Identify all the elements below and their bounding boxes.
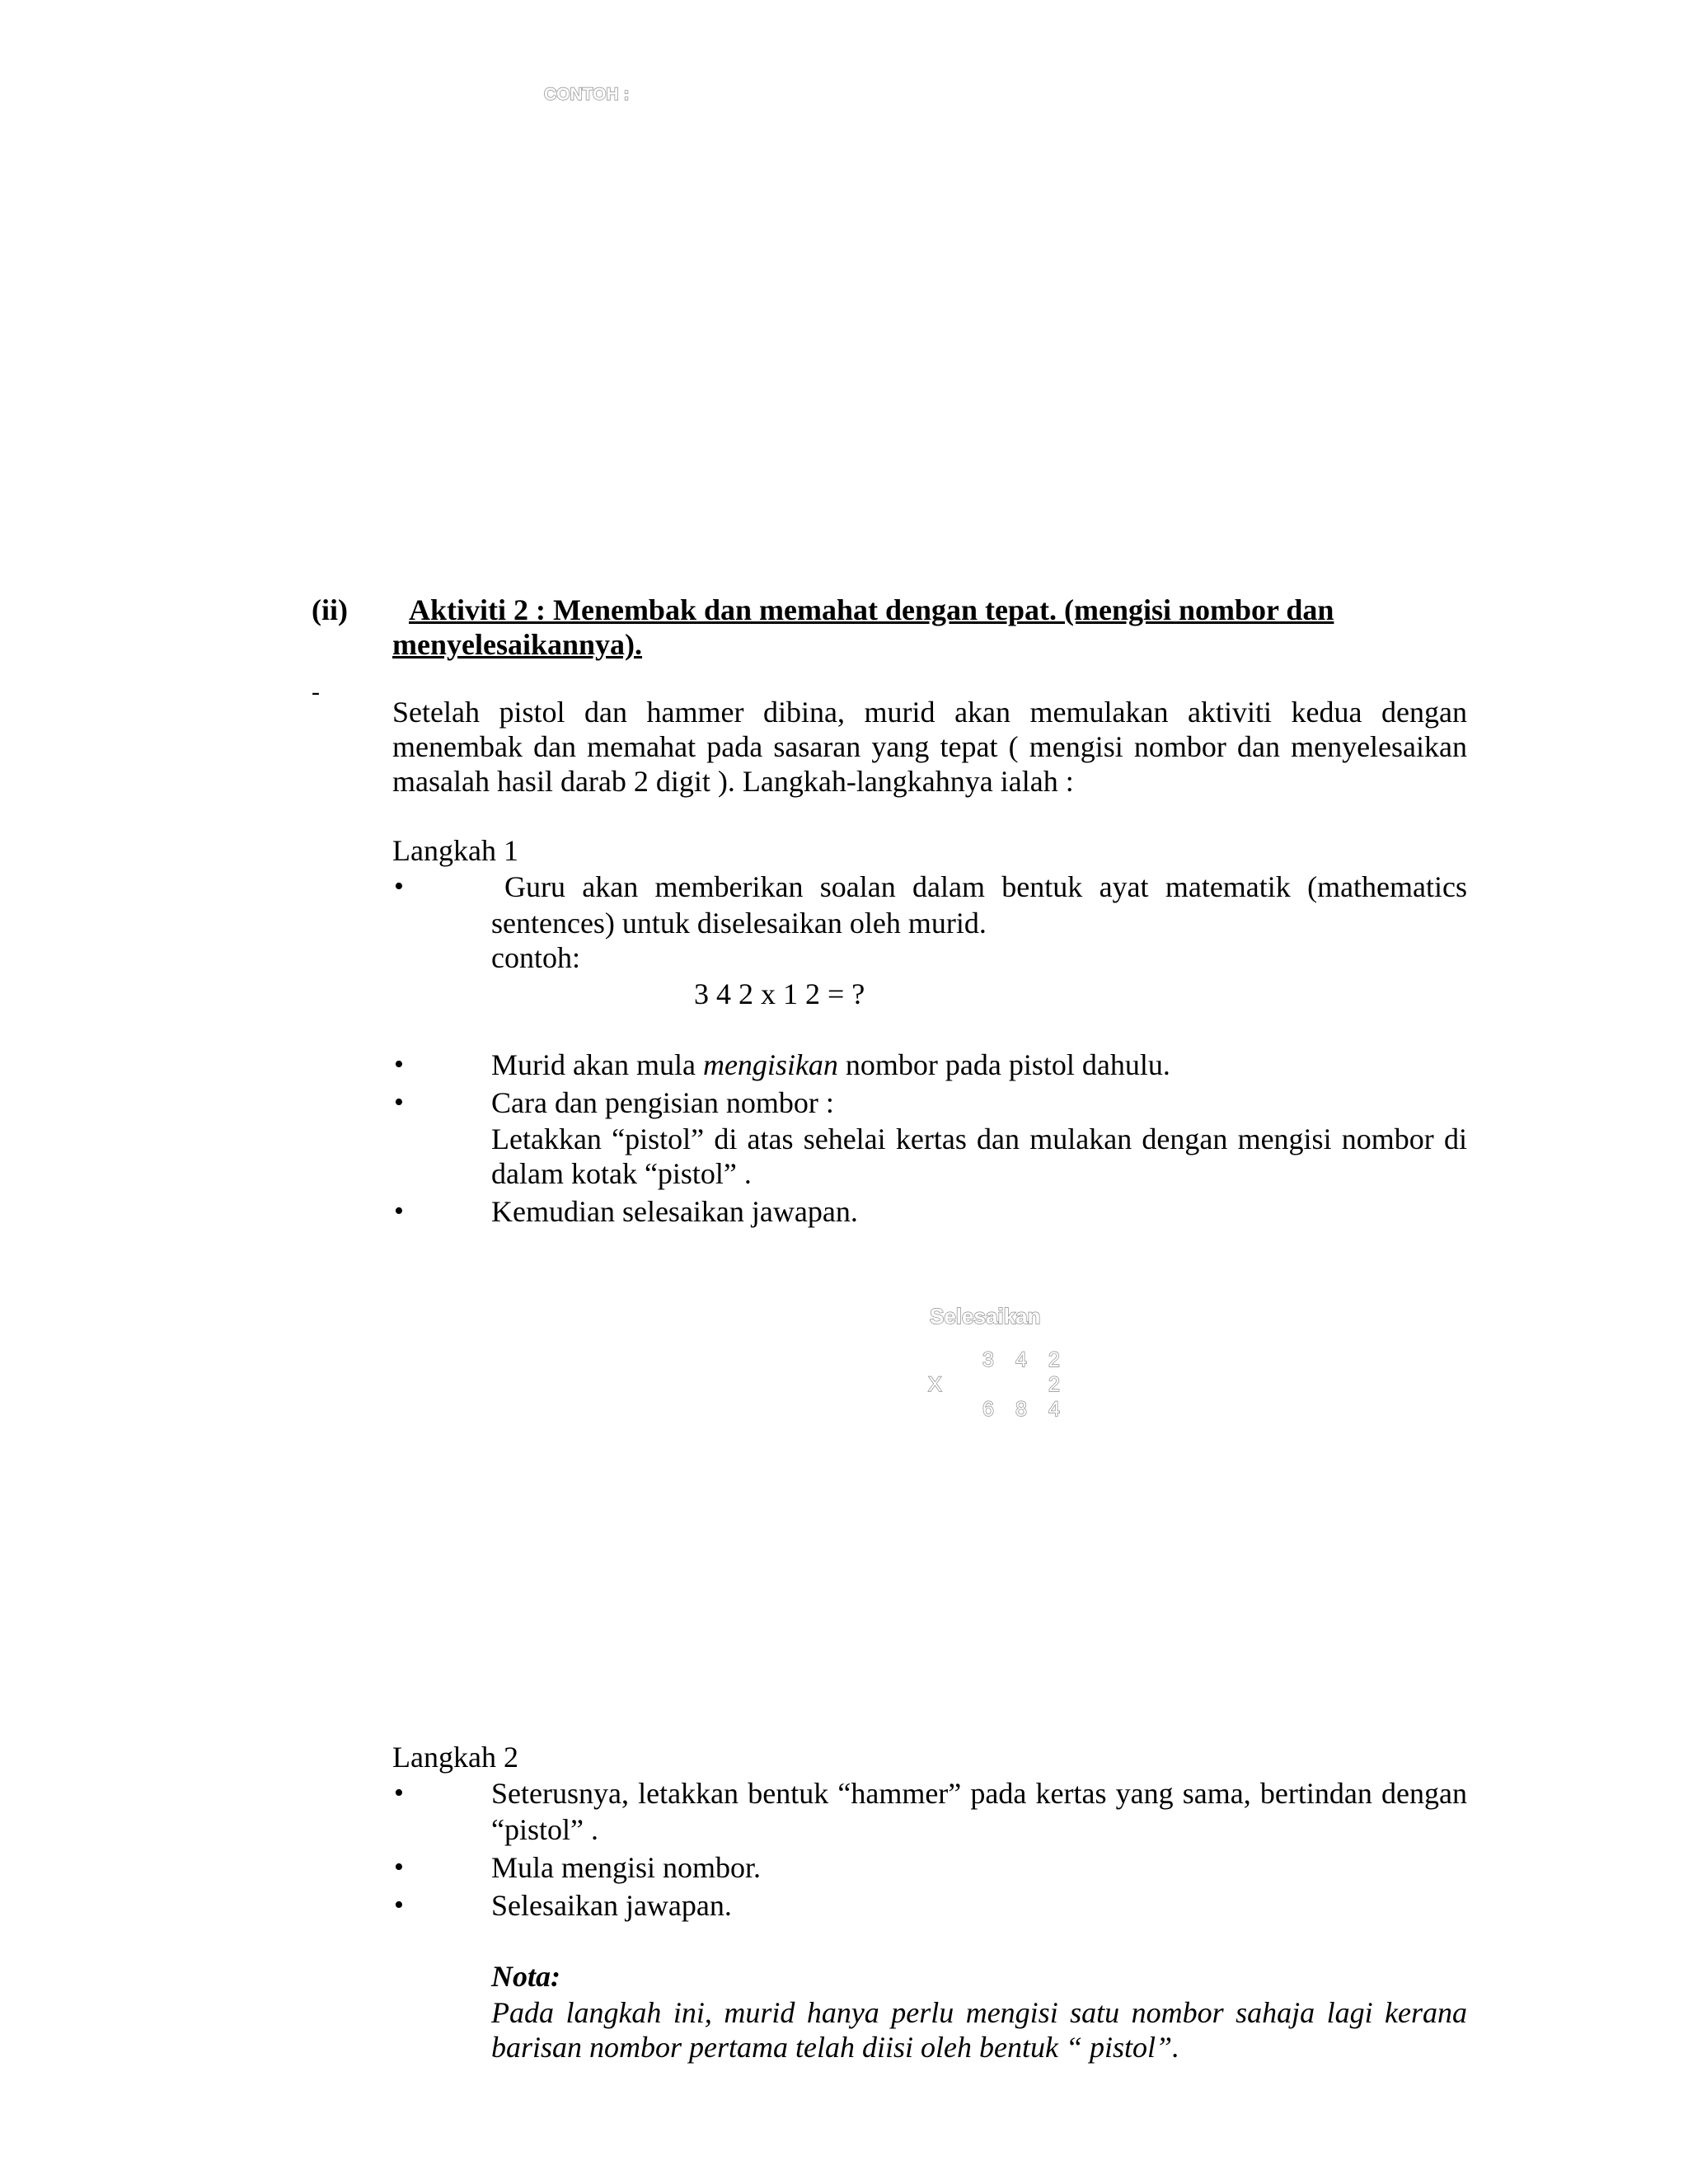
bullet-icon: • — [394, 1852, 404, 1882]
example-label: contoh: — [491, 941, 580, 974]
step1-item2-before: Murid akan mula — [491, 1048, 703, 1081]
bullet-icon: • — [394, 1778, 404, 1808]
note-line-1: Pada langkah ini, murid hanya perlu mengisi satu nombor sahaja lagi kerana — [491, 1996, 1467, 2029]
intro-line-2: menembak dan memahat pada sasaran yang tepat ( mengisi nombor dan menyelesaikan — [392, 730, 1467, 763]
step1-item2-after: nombor pada pistol dahulu. — [837, 1048, 1170, 1081]
bullet-icon: • — [394, 1196, 404, 1226]
step2-item1-line2: “pistol” . — [491, 1813, 598, 1846]
note-line-2: barisan nombor pertama telah diisi oleh bentuk “ pistol”. — [491, 2031, 1180, 2064]
figure-row2-digit: 2 — [1048, 1373, 1060, 1396]
step1-item4: Kemudian selesaikan jawapan. — [491, 1195, 858, 1228]
step2-item2: Mula mengisi nombor. — [491, 1851, 761, 1884]
figure-label: Selesaikan — [930, 1304, 1041, 1329]
step1-item3-sub-line1: Letakkan “pistol” di atas sehelai kertas dan mulakan dengan mengisi nombor di — [491, 1122, 1467, 1155]
step1-item3-sub-line2: dalam kotak “pistol” . — [491, 1157, 752, 1190]
figure-row1-digit: 4 — [1015, 1348, 1027, 1371]
step1-title: Langkah 1 — [392, 834, 518, 867]
bullet-icon: • — [394, 1890, 404, 1920]
figure-row1-digit: 2 — [1048, 1348, 1060, 1371]
top-label: CONTOH : — [544, 85, 630, 104]
intro-line-1: Setelah pistol dan hammer dibina, murid akan memulakan aktiviti kedua dengan — [392, 696, 1467, 729]
bullet-icon: • — [394, 1087, 404, 1118]
figure-row3-digit: 4 — [1048, 1398, 1060, 1421]
step2-title: Langkah 2 — [392, 1741, 518, 1774]
step1-item1-line2: sentences) untuk diselesaikan oleh murid. — [491, 907, 987, 940]
step2-item1-line1: Seterusnya, letakkan bentuk “hammer” pada kertas yang sama, bertindan dengan — [491, 1777, 1467, 1810]
example-equation: 3 4 2 x 1 2 = ? — [694, 977, 865, 1010]
section-dash: - — [312, 678, 320, 705]
note-title: Nota: — [491, 1960, 560, 1993]
step1-item2 — [491, 1047, 1170, 1083]
step1-item1-line1: Guru akan memberikan soalan dalam bentuk ayat matematik (mathematics — [504, 870, 1467, 903]
times-sign: X — [928, 1373, 942, 1396]
step1-item2-italic: mengisikan — [702, 1048, 838, 1081]
step2-item3: Selesaikan jawapan. — [491, 1889, 732, 1922]
figure-row3-digit: 8 — [1015, 1398, 1027, 1421]
bullet-icon: • — [394, 871, 404, 902]
figure-row1-digit: 3 — [982, 1348, 994, 1371]
section-number: (ii) — [312, 593, 348, 626]
section-title-line1: Aktiviti 2 : Menembak dan memahat dengan tepat. (mengisi nombor dan — [409, 593, 1334, 626]
step1-item3: Cara dan pengisian nombor : — [491, 1086, 834, 1119]
bullet-icon: • — [394, 1049, 404, 1080]
section-title-line2: menyelesaikannya). — [392, 628, 643, 661]
figure-row3-digit: 6 — [982, 1398, 994, 1421]
intro-line-3: masalah hasil darab 2 digit ). Langkah-langkahnya ialah : — [392, 765, 1074, 798]
